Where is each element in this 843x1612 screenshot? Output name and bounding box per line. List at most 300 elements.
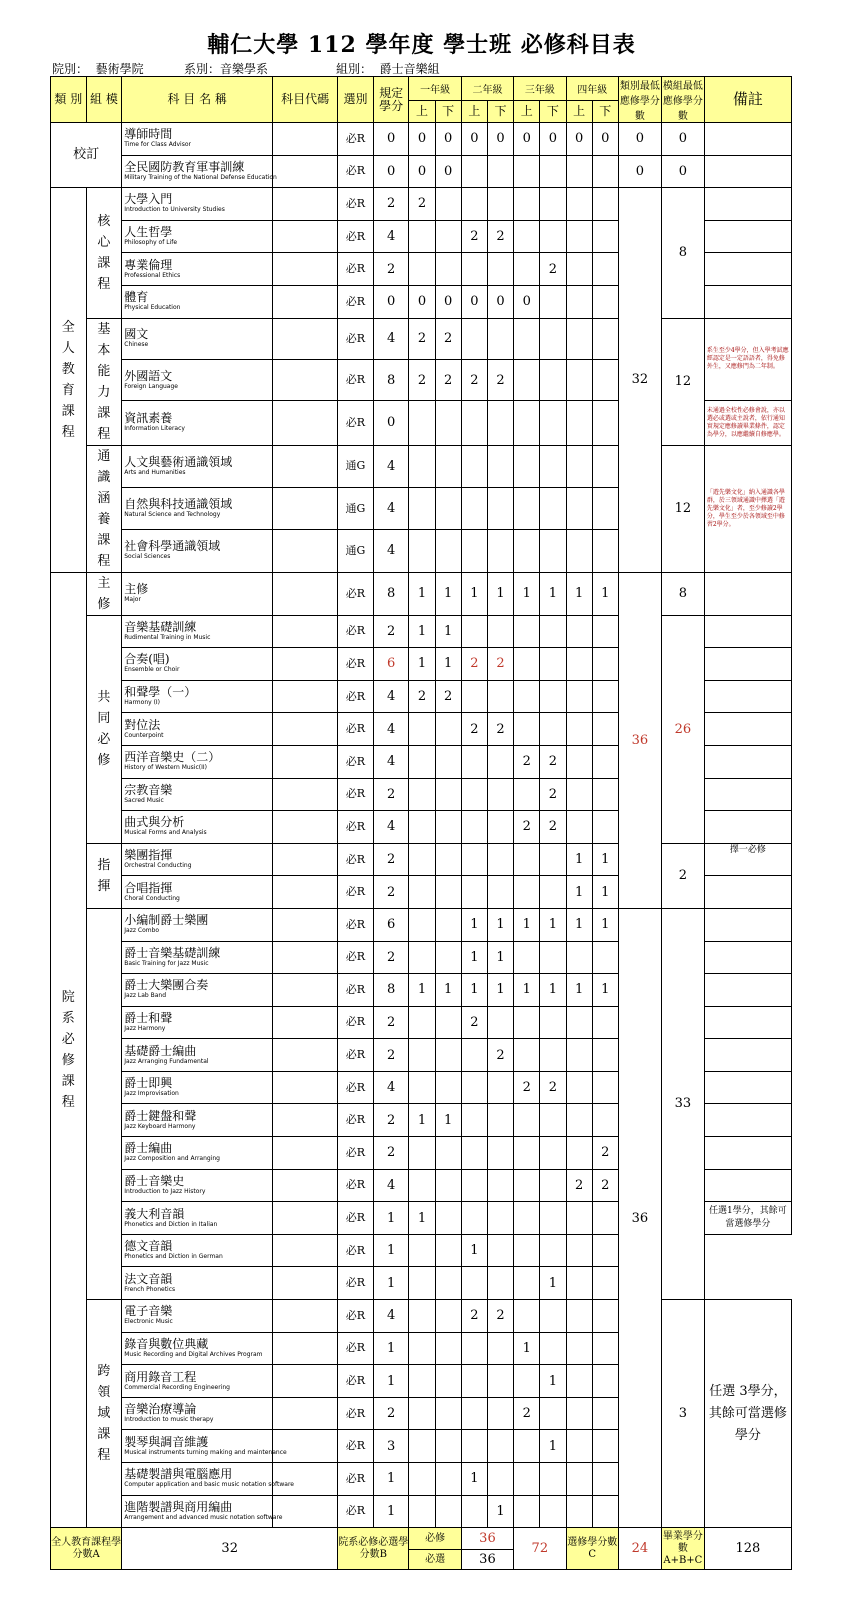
semester-credit: [409, 1463, 435, 1496]
course-name-en: Choral Conducting: [124, 894, 180, 902]
semester-credit: [435, 401, 461, 445]
semester-credit: 0: [461, 123, 487, 156]
footer-c-label: 選修學分數C: [566, 1528, 618, 1570]
semester-credit: [566, 648, 592, 681]
semester-credit: 0: [566, 123, 592, 156]
course-name-en: Major: [124, 596, 141, 604]
semester-credit: [461, 1104, 487, 1137]
remark-conduct: 擇一必修: [704, 843, 791, 876]
semester-credit: [435, 843, 461, 876]
course-type: 通G: [338, 487, 374, 529]
course-code-cell: [273, 123, 338, 156]
course-code-cell: [273, 285, 338, 318]
semester-credit: [592, 778, 618, 811]
semester-credit: [514, 941, 540, 974]
course-credits: 8: [373, 359, 409, 400]
remark-cell: [704, 1104, 791, 1137]
catcell-school: 校訂: [51, 123, 122, 188]
course-name-zh: 製琴與調音維護: [124, 1434, 209, 1449]
course-name-cell: [122, 1137, 273, 1170]
semester-credit: [592, 1463, 618, 1496]
semester-credit: [487, 1169, 513, 1202]
semester-credit: 2: [409, 359, 435, 400]
course-name-cell: [122, 220, 273, 253]
course-name-cell: [122, 1202, 273, 1235]
module-min-credits: 8: [661, 188, 704, 318]
course-name-zh: 西洋音樂史（二）: [124, 750, 221, 765]
course-type: 必R: [338, 876, 374, 909]
course-credits: 1: [373, 1365, 409, 1398]
semester-credit: [592, 1006, 618, 1039]
semester-credit: [540, 1006, 566, 1039]
semester-credit: 1: [461, 1463, 487, 1496]
module-min-credits: 2: [661, 843, 704, 908]
course-name-en: Counterpoint: [124, 731, 164, 739]
semester-credit: 2: [409, 680, 435, 713]
course-name-cell: [122, 1039, 273, 1072]
semester-credit: [514, 253, 540, 286]
course-name-en: Jazz Composition and Arranging: [124, 1155, 220, 1163]
semester-credit: [435, 1006, 461, 1039]
semester-credit: 1: [592, 572, 618, 615]
course-name-cell: [122, 778, 273, 811]
course-name-zh: 爵士大樂團合奏: [124, 978, 209, 993]
semester-credit: 2: [435, 359, 461, 400]
semester-credit: [592, 220, 618, 253]
semester-credit: [514, 876, 540, 909]
course-type: 必R: [338, 1169, 374, 1202]
header-down: 下: [435, 101, 461, 123]
semester-credit: [540, 445, 566, 487]
mod-common: 共同必修: [86, 615, 122, 843]
course-type: 必R: [338, 680, 374, 713]
semester-credit: [514, 680, 540, 713]
semester-credit: [592, 401, 618, 445]
semester-credit: 2: [540, 811, 566, 844]
semester-credit: [461, 188, 487, 221]
course-name-cell: [122, 123, 273, 156]
semester-credit: [540, 941, 566, 974]
course-type: 必R: [338, 1397, 374, 1430]
course-code-cell: [273, 253, 338, 286]
course-credits: 2: [373, 1137, 409, 1170]
course-type: 必R: [338, 1006, 374, 1039]
semester-credit: [487, 1104, 513, 1137]
semester-credit: [409, 1006, 435, 1039]
semester-credit: [487, 1365, 513, 1398]
semester-credit: [566, 1495, 592, 1528]
category-min-credits: 36: [618, 572, 661, 908]
semester-credit: [566, 1234, 592, 1267]
course-name-en: Electronic Music: [124, 1318, 173, 1326]
course-name-en: Phonetics and Diction in Italian: [124, 1220, 218, 1228]
table-row: [51, 615, 792, 648]
course-name-en: Jazz Harmony: [124, 1024, 166, 1032]
course-code-cell: [273, 1202, 338, 1235]
semester-credit: 1: [409, 572, 435, 615]
course-type: 必R: [338, 220, 374, 253]
semester-credit: [435, 1071, 461, 1104]
header-up: 上: [461, 101, 487, 123]
semester-credit: [461, 615, 487, 648]
course-credits: 2: [373, 778, 409, 811]
course-credits: 1: [373, 1495, 409, 1528]
course-name-zh: 全民國防教育軍事訓練: [124, 159, 245, 174]
course-credits: 1: [373, 1332, 409, 1365]
course-name-cell: [122, 908, 273, 941]
module-min-credits: 26: [661, 615, 704, 843]
semester-credit: [566, 220, 592, 253]
table-row: [51, 572, 792, 615]
semester-credit: [566, 530, 592, 572]
semester-credit: 1: [435, 615, 461, 648]
semester-credit: 1: [514, 974, 540, 1007]
course-name-en: Arts and Humanities: [124, 468, 186, 476]
semester-credit: [540, 680, 566, 713]
semester-credit: 2: [487, 713, 513, 746]
course-name-en: Introduction to music therapy: [124, 1416, 214, 1424]
course-name-en: Natural Science and Technology: [124, 511, 221, 519]
course-name-en: Professional Ethics: [124, 271, 181, 279]
course-code-cell: [273, 1397, 338, 1430]
dept-label: 系別：音樂學系: [184, 62, 269, 76]
semester-credit: [566, 188, 592, 221]
semester-credit: [592, 318, 618, 359]
course-code-cell: [273, 155, 338, 188]
course-name-en: Chinese: [124, 341, 149, 349]
course-credits: 1: [373, 1234, 409, 1267]
course-name-cell: [122, 445, 273, 487]
course-credits: 4: [373, 713, 409, 746]
course-credits: 4: [373, 1169, 409, 1202]
semester-credit: 1: [540, 1365, 566, 1398]
course-name-zh: 大學入門: [124, 192, 173, 207]
semester-credit: [409, 1137, 435, 1170]
semester-credit: [461, 1430, 487, 1463]
semester-credit: [540, 530, 566, 572]
semester-credit: [487, 1267, 513, 1300]
semester-credit: [487, 1332, 513, 1365]
header-group: 組 模: [86, 77, 122, 123]
semester-credit: [487, 1137, 513, 1170]
semester-credit: [435, 713, 461, 746]
semester-credit: 1: [540, 1430, 566, 1463]
course-credits: 1: [373, 1202, 409, 1235]
table-row: [51, 843, 792, 876]
course-name-zh: 樂團指揮: [124, 848, 173, 863]
semester-credit: [487, 811, 513, 844]
semester-credit: 0: [487, 285, 513, 318]
footer-grad-label: 畢業學分數 A+B+C: [661, 1528, 704, 1570]
course-name-en: Computer application and basic music notation software: [124, 1481, 294, 1489]
semester-credit: [461, 843, 487, 876]
semester-credit: [566, 1006, 592, 1039]
course-name-en: Sacred Music: [124, 796, 164, 804]
semester-credit: [566, 1463, 592, 1496]
semester-credit: [592, 359, 618, 400]
header-credits: 規定學分: [373, 77, 409, 123]
remark-cell: [704, 648, 791, 681]
category-min-credits: 0: [618, 155, 661, 188]
category-min-credits: 36: [618, 908, 661, 1527]
course-name-zh: 人文與藝術通識領域: [124, 454, 233, 469]
semester-credit: [461, 1397, 487, 1430]
course-credits: 2: [373, 615, 409, 648]
catcell-dept: 院系必修課程: [51, 572, 87, 1528]
course-name-zh: 合唱指揮: [124, 880, 173, 895]
course-credits: 2: [373, 1039, 409, 1072]
semester-credit: [540, 1300, 566, 1333]
remark-cell: [704, 1006, 791, 1039]
course-code-cell: [273, 1463, 338, 1496]
semester-credit: [514, 843, 540, 876]
semester-credit: [592, 1430, 618, 1463]
semester-credit: [540, 401, 566, 445]
course-credits: 4: [373, 318, 409, 359]
semester-credit: [592, 1365, 618, 1398]
footer-required-label: 必修: [409, 1528, 461, 1550]
course-type: 必R: [338, 974, 374, 1007]
semester-credit: 0: [592, 123, 618, 156]
course-type: 必R: [338, 1365, 374, 1398]
course-name-zh: 德文音韻: [124, 1239, 173, 1254]
semester-credit: [592, 713, 618, 746]
course-name-zh: 基礎製譜與電腦應用: [124, 1467, 233, 1482]
semester-credit: 1: [461, 908, 487, 941]
mod-conduct: 指揮: [86, 843, 122, 908]
course-type: 必R: [338, 1332, 374, 1365]
course-name-cell: [122, 615, 273, 648]
semester-credit: [540, 1039, 566, 1072]
course-credits: 2: [373, 1397, 409, 1430]
remark-cell: [704, 220, 791, 253]
semester-credit: 2: [566, 1169, 592, 1202]
semester-credit: 2: [461, 220, 487, 253]
college-label: 院別： 藝術學院: [52, 62, 144, 76]
semester-credit: 1: [540, 1267, 566, 1300]
semester-credit: [461, 155, 487, 188]
footer-b-label: 院系必修必選學分數B: [338, 1528, 409, 1570]
course-type: 必R: [338, 1039, 374, 1072]
course-type: 必R: [338, 1463, 374, 1496]
header-up: 上: [566, 101, 592, 123]
semester-credit: [487, 1006, 513, 1039]
semester-credit: [435, 1137, 461, 1170]
semester-credit: [409, 876, 435, 909]
course-credits: 6: [373, 908, 409, 941]
course-type: 必R: [338, 359, 374, 400]
course-type: 必R: [338, 572, 374, 615]
course-name-zh: 爵士編曲: [124, 1141, 173, 1156]
semester-credit: [409, 1234, 435, 1267]
course-name-en: Information Literacy: [124, 425, 185, 433]
course-name-zh: 義大利音韻: [124, 1206, 185, 1221]
semester-credit: [566, 1430, 592, 1463]
course-name-en: Basic Training for Jazz Music: [124, 959, 209, 967]
mod-general: 通識涵養課程: [86, 445, 122, 572]
semester-credit: [409, 1495, 435, 1528]
course-name-en: Ensemble or Choir: [124, 666, 180, 674]
semester-credit: [409, 1039, 435, 1072]
course-type: 必R: [338, 318, 374, 359]
module-min-credits: 33: [661, 908, 704, 1299]
header-elective: 選別: [338, 77, 374, 123]
semester-credit: [566, 1267, 592, 1300]
footer-required-value: 36: [461, 1528, 513, 1550]
semester-credit: 1: [566, 572, 592, 615]
semester-credit: 1: [435, 1104, 461, 1137]
semester-credit: [461, 487, 487, 529]
semester-credit: 2: [487, 359, 513, 400]
course-name-zh: 對位法: [124, 717, 161, 732]
semester-credit: [487, 155, 513, 188]
semester-credit: [540, 1495, 566, 1528]
course-credits: 3: [373, 1430, 409, 1463]
course-name-cell: [122, 1169, 273, 1202]
course-name-en: French Phonetics: [124, 1285, 176, 1293]
course-credits: 4: [373, 220, 409, 253]
semester-credit: [487, 530, 513, 572]
semester-credit: [514, 1495, 540, 1528]
semester-credit: [461, 680, 487, 713]
category-min-credits: 0: [618, 123, 661, 156]
course-code-cell: [273, 401, 338, 445]
semester-credit: 1: [487, 1495, 513, 1528]
header-year-1: 一年級: [409, 77, 461, 101]
semester-credit: [435, 445, 461, 487]
course-code-cell: [273, 359, 338, 400]
course-name-zh: 爵士和聲: [124, 1010, 173, 1025]
course-name-zh: 爵士即興: [124, 1076, 173, 1091]
semester-credit: [435, 188, 461, 221]
semester-credit: 2: [514, 1397, 540, 1430]
semester-credit: [461, 1365, 487, 1398]
semester-credit: [592, 680, 618, 713]
module-min-credits: 0: [661, 155, 704, 188]
course-credits: 2: [373, 1104, 409, 1137]
semester-credit: 1: [487, 572, 513, 615]
semester-credit: [435, 1234, 461, 1267]
course-name-zh: 導師時間: [124, 127, 173, 142]
course-name-cell: [122, 253, 273, 286]
course-code-cell: [273, 745, 338, 778]
semester-credit: 0: [487, 123, 513, 156]
course-code-cell: [273, 1300, 338, 1333]
semester-credit: 2: [514, 745, 540, 778]
table-row: [51, 123, 792, 156]
course-type: 必R: [338, 1234, 374, 1267]
course-name-zh: 和聲學（一）: [124, 685, 197, 700]
semester-credit: 2: [487, 648, 513, 681]
footer-a-label: 全人教育課程學分數A: [51, 1528, 122, 1570]
semester-credit: [487, 1071, 513, 1104]
course-name-en: Jazz Keyboard Harmony: [124, 1122, 196, 1130]
course-name-zh: 法文音韻: [124, 1271, 173, 1286]
semester-credit: [592, 1104, 618, 1137]
semester-credit: 1: [409, 1104, 435, 1137]
semester-credit: [566, 285, 592, 318]
semester-credit: [592, 811, 618, 844]
semester-credit: [409, 1071, 435, 1104]
course-code-cell: [273, 445, 338, 487]
table-row: [51, 908, 792, 941]
course-code-cell: [273, 318, 338, 359]
semester-credit: [540, 615, 566, 648]
semester-credit: [592, 941, 618, 974]
semester-credit: [514, 359, 540, 400]
course-code-cell: [273, 941, 338, 974]
semester-credit: 1: [409, 1202, 435, 1235]
semester-credit: [566, 1039, 592, 1072]
semester-credit: 2: [461, 1300, 487, 1333]
course-name-cell: [122, 188, 273, 221]
semester-credit: [592, 285, 618, 318]
semester-credit: [514, 1365, 540, 1398]
course-name-en: Jazz Arranging Fundamental: [124, 1057, 209, 1065]
semester-credit: [435, 811, 461, 844]
course-credits: 4: [373, 445, 409, 487]
semester-credit: [435, 1169, 461, 1202]
course-name-cell: [122, 811, 273, 844]
course-type: 必R: [338, 401, 374, 445]
course-code-cell: [273, 1039, 338, 1072]
semester-credit: [409, 1267, 435, 1300]
semester-credit: 1: [435, 572, 461, 615]
semester-credit: [540, 1137, 566, 1170]
course-type: 必R: [338, 1300, 374, 1333]
semester-credit: [461, 778, 487, 811]
course-name-cell: [122, 745, 273, 778]
semester-credit: [540, 285, 566, 318]
course-name-zh: 小編制爵士樂團: [124, 913, 209, 928]
semester-credit: [566, 1104, 592, 1137]
mod-basic: 基本能力課程: [86, 318, 122, 445]
semester-credit: 2: [409, 318, 435, 359]
semester-credit: 2: [435, 680, 461, 713]
course-name-cell: [122, 648, 273, 681]
semester-credit: 1: [514, 1332, 540, 1365]
module-min-credits: 0: [661, 123, 704, 156]
course-credits: 2: [373, 843, 409, 876]
semester-credit: 1: [540, 974, 566, 1007]
course-code-cell: [273, 811, 338, 844]
course-name-zh: 進階製譜與商用編曲: [124, 1499, 233, 1514]
course-name-en: Military Training of the National Defense Education: [124, 173, 277, 181]
header-course-name: 科 目 名 稱: [122, 77, 273, 123]
semester-credit: [487, 843, 513, 876]
course-name-cell: [122, 487, 273, 529]
module-min-credits: 12: [661, 318, 704, 445]
semester-credit: [435, 1495, 461, 1528]
course-credits: 4: [373, 680, 409, 713]
course-name-zh: 宗教音樂: [124, 782, 173, 797]
course-name-zh: 基礎爵士編曲: [124, 1043, 197, 1058]
semester-credit: [566, 713, 592, 746]
footer-a-value: 32: [122, 1528, 338, 1570]
semester-credit: [540, 1332, 566, 1365]
semester-credit: [514, 778, 540, 811]
semester-credit: 2: [514, 1071, 540, 1104]
module-min-credits: 12: [661, 445, 704, 572]
course-name-en: Musical instruments turning making and maintenance: [124, 1448, 287, 1456]
semester-credit: 0: [514, 285, 540, 318]
semester-credit: [514, 1202, 540, 1235]
semester-credit: [409, 253, 435, 286]
semester-credit: [409, 908, 435, 941]
course-credits: 6: [373, 648, 409, 681]
semester-credit: 0: [435, 123, 461, 156]
course-name-en: Introduction to University Studies: [124, 206, 225, 214]
